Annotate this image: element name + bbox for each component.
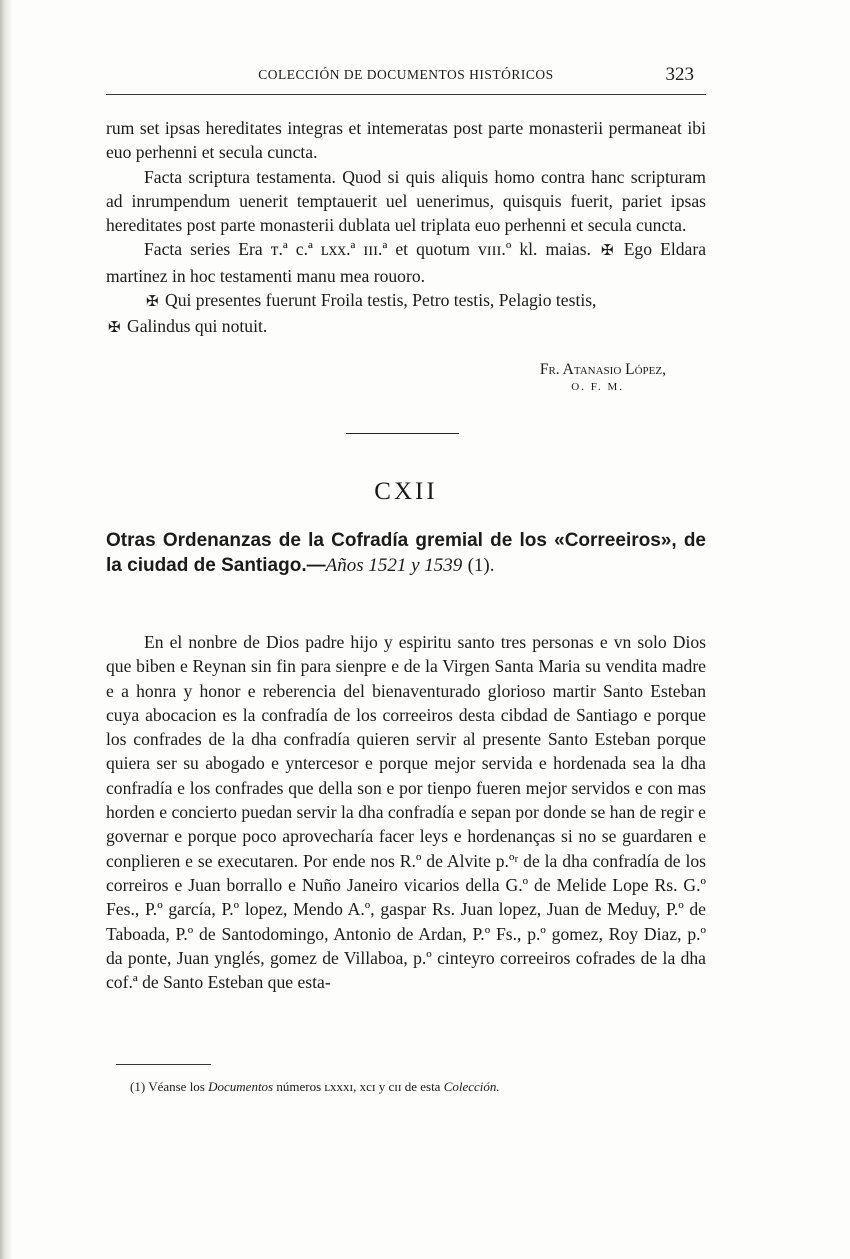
document-number: CXII bbox=[374, 478, 438, 505]
paragraph bbox=[106, 237, 706, 288]
page-edge bbox=[0, 0, 12, 1259]
cross-icon: ✠ bbox=[146, 294, 159, 311]
document-body bbox=[106, 630, 706, 994]
footnote-italic: Colección. bbox=[443, 1079, 500, 1094]
cross-icon: ✠ bbox=[601, 243, 614, 260]
title-text: Otras Ordenanzas de la Cofradía gremial de los «Correeiros», de la ciudad de Santiago.— bbox=[106, 530, 706, 576]
subscription: Ego Eldara martinez in hoc testamenti manu mea rouoro. bbox=[106, 239, 707, 286]
footnote-rule bbox=[116, 1064, 211, 1065]
footnote-italic: Documentos bbox=[208, 1079, 274, 1094]
footnote bbox=[130, 1078, 710, 1096]
paragraph bbox=[106, 314, 706, 340]
footnote-text: Véanse los bbox=[148, 1079, 205, 1094]
footnote-text: números ʟxxxɪ, xcɪ y cɪɪ de esta bbox=[276, 1079, 441, 1094]
paragraph: En el nonbre de Dios padre hijo y espiritu santo tres personas e vn solo Dios que biben e Reynan sin fin para sienpre e de la Virgen Santa Maria su vendita madre e a honra y honor e reberencia del bienaventurado glorioso martir Santo Esteban cuya abocacion es la confradía de los correeiros desta cibdad de Santiago e porque los confrades de la dha confradía quieren servir al presente Santo Esteban porque quiera ser su abogado e yntercesor e porque mejor servida e hordenada sea la dha confradía e los confrades que della son e por tienpo fueren mejor servidos e con mas horden e concierto puedan servir la dha confradía e sepan por donde se han de regir e governar e porque poco aprovecharía facer leys e hordenanças si no se guardaren e conplieren e se executaren. Por ende nos R.º de Alvite p.ºʳ de la dha confradía de los correiros e Juan borrallo e Nuño Janeiro vicarios della G.º de Melide Lope Rs. G.º Fes., P.º garcía, P.º lopez, Mendo A.º, gaspar Rs. Juan lopez, Juan de Meduy, P.º de Taboada, P.º de Santodomingo, Antonio de Ardan, P.º Fs., p.º gomez, Roy Diaz, p.º da ponte, Juan ynglés, gomez de Villaboa, p.º cinteyro correeiros cofrades de la dha cof.ª de Santo Esteban que esta- bbox=[106, 632, 706, 993]
editor-signature: Fr. Atanasio López, bbox=[539, 360, 666, 378]
footnote-reference: (1). bbox=[467, 555, 495, 576]
section-separator bbox=[346, 433, 459, 434]
header-rule bbox=[106, 94, 706, 95]
previous-document-text bbox=[106, 116, 706, 393]
paragraph: rum set ipsas hereditates integras et intemeratas post parte monasterii permaneat ibi euo perhenni et secula cuncta. bbox=[106, 118, 706, 163]
paragraph bbox=[106, 288, 706, 314]
editor-order: O. F. M. bbox=[571, 380, 624, 393]
cross-icon: ✠ bbox=[108, 320, 121, 337]
footnote-marker: (1) bbox=[130, 1079, 146, 1094]
document-dates: Años 1521 y 1539 bbox=[325, 555, 463, 576]
running-title: COLECCIÓN DE DOCUMENTOS HISTÓRICOS bbox=[258, 67, 554, 82]
document-title bbox=[106, 528, 706, 578]
document-heading bbox=[106, 528, 706, 578]
witnesses: Qui presentes fuerunt Froila testis, Petro testis, Pelagio testis, bbox=[164, 290, 597, 311]
running-head bbox=[106, 65, 706, 95]
dating-clause: Facta series Era ᴛ.ª c.ª ʟxx.ª ɪɪɪ.ª et quotum ᴠɪɪɪ.º kl. maias. bbox=[144, 239, 591, 260]
page-number: 323 bbox=[665, 64, 694, 85]
notary: Galindus qui notuit. bbox=[126, 316, 268, 337]
paragraph: Facta scriptura testamenta. Quod si quis aliquis homo contra hanc scripturam ad inrumpendum uenerit temptauerit uel uenerimus, quisquis fuerit, pariet ipsas hereditates post parte monasterii dublata uel triplata euo perhenni et secula cuncta. bbox=[106, 166, 706, 236]
